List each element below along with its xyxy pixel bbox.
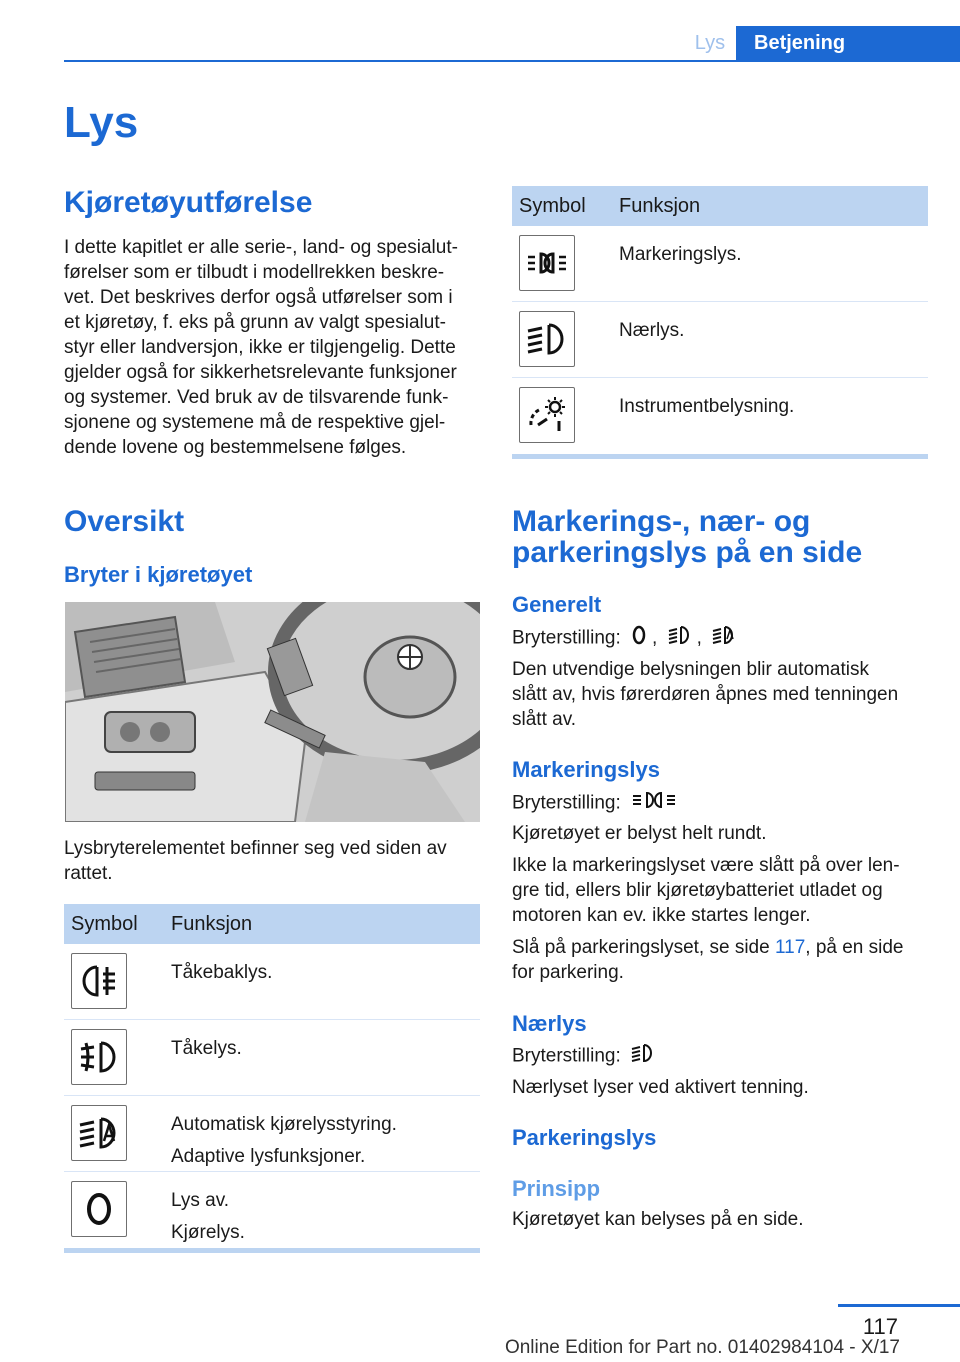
col-symbol: Symbol	[519, 195, 586, 217]
running-header	[64, 26, 960, 62]
table-header	[64, 904, 480, 944]
header-section: Lys	[694, 32, 726, 54]
marker-warning: Ikke la markeringslyset være slått på over len- gre tid, ellers blir kjøretøybatteriet utladet og motoren kan ev. ikke startes lenger.	[512, 855, 900, 926]
low-beam-icon	[630, 1042, 656, 1071]
footer-rule	[838, 1304, 960, 1307]
function-text: Tåkebaklys.	[171, 962, 273, 983]
page-number: 117	[862, 1314, 898, 1339]
general-paragraph: Den utvendige belysningen blir automatisk slått av, hvis førerdøren åpnes med tenningen slått av.	[512, 659, 899, 730]
left-symbol-table	[64, 904, 480, 1253]
marker-heading: Markeringslys	[512, 757, 660, 782]
vehicle-paragraph: I dette kapitlet er alle serie-, land- og spesialut- førelser som er tilbudt i modellrekken beskre- vet. Det beskrives derfor også utførelser som i et kjøretøy, f. eks på grunn av valgt spesialut- styr eller landversjon, ikke er tilgjengelig. Dette gjelder også for sikkerhetsrelevante funksjoner og systemer. Ved bruk av de tilsvarende funk- sjonene og systemene må de respektive gjel- dende lovene og bestemmelsene følges.	[64, 237, 458, 458]
general-switch-line: Bryterstilling: , ,	[512, 624, 942, 653]
lights-off-icon	[71, 1181, 127, 1237]
function-text: Tåkelys.	[171, 1038, 242, 1059]
header-chapter-tab: Betjening	[736, 26, 960, 62]
parking-light-icon	[630, 789, 678, 818]
section-heading: Markerings-, nær- og parkeringslys på en side	[512, 505, 863, 569]
table-row	[64, 1172, 480, 1248]
lowbeam-heading: Nærlys	[512, 1011, 587, 1036]
function-text: Nærlys.	[619, 320, 685, 341]
light-switch-photo	[65, 602, 480, 822]
marker-line: Kjøretøyet er belyst helt rundt.	[512, 823, 767, 844]
parking-light-icon	[519, 235, 575, 291]
marker-reference: Slå på parkeringslyset, se side 117, på en side for parkering.	[512, 937, 904, 983]
principle-heading: Prinsipp	[512, 1176, 601, 1201]
table-row	[64, 1020, 480, 1096]
lights-off-icon	[630, 624, 648, 653]
table-row	[512, 302, 928, 378]
low-beam-icon	[667, 624, 693, 653]
col-function: Funksjon	[619, 195, 701, 217]
rear-fog-light-icon	[71, 953, 127, 1009]
table-row	[512, 226, 928, 302]
low-beam-icon	[519, 311, 575, 367]
lowbeam-line: Nærlyset lyser ved aktivert tenning.	[512, 1077, 809, 1098]
right-symbol-table	[512, 186, 928, 459]
table-row	[512, 378, 928, 454]
page-title: Lys	[64, 98, 139, 147]
overview-heading: Oversikt	[64, 505, 185, 538]
table-header	[512, 186, 928, 226]
marker-switch-line: Bryterstilling:	[512, 789, 942, 818]
switch-heading: Bryter i kjøretøyet	[64, 562, 253, 587]
parking-line: Kjøretøyet kan belyses på en side.	[512, 1209, 804, 1230]
col-symbol: Symbol	[71, 913, 138, 935]
automatic-headlight-icon	[711, 624, 737, 653]
switch-caption: Lysbryterelementet befinner seg ved siden av rattet.	[64, 838, 447, 884]
function-text: Lys av. Kjørelys.	[171, 1190, 245, 1243]
function-text: Instrumentbelysning.	[619, 396, 795, 417]
table-row	[64, 944, 480, 1020]
front-fog-light-icon	[71, 1029, 127, 1085]
edition-note: Online Edition for Part no. 01402984104 - X/17	[504, 1337, 900, 1358]
automatic-headlight-icon	[71, 1105, 127, 1161]
function-text: Markeringslys.	[619, 244, 742, 265]
general-heading: Generelt	[512, 592, 602, 617]
col-function: Funksjon	[171, 913, 253, 935]
parking-heading: Parkeringslys	[512, 1125, 657, 1150]
instrument-lighting-icon	[519, 387, 575, 443]
vehicle-heading: Kjøretøyutførelse	[64, 186, 313, 219]
lowbeam-switch-line: Bryterstilling:	[512, 1042, 942, 1071]
page-footer	[0, 1304, 960, 1362]
table-row	[64, 1096, 480, 1172]
page-link[interactable]: 117	[774, 937, 806, 958]
function-text: Automatisk kjørelysstyring. Adaptive lysfunksjoner.	[171, 1114, 397, 1167]
